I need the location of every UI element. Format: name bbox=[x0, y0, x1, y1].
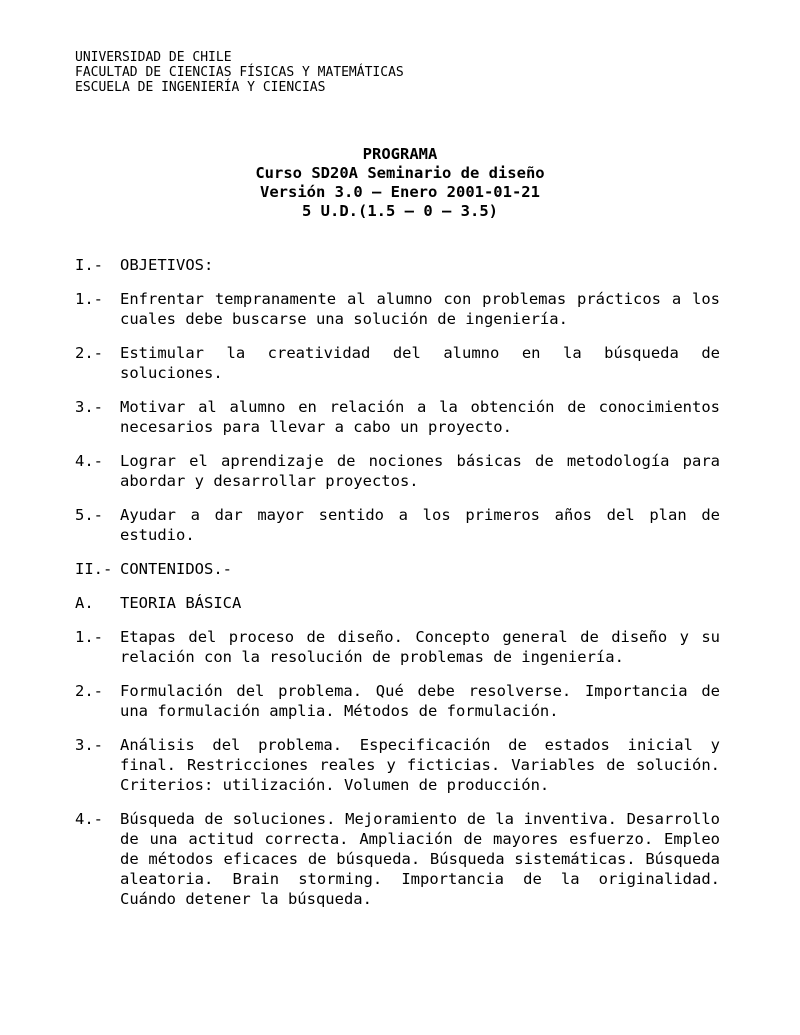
item-text: Búsqueda de soluciones. Mejoramiento de la inventiva. Desarrollo de una actitud correcta. Ampliación de mayores esfuerzo. Empleo de métodos eficaces de búsqueda. Búsqueda sistemáticas. Búsqueda aleatoria. Brain storming. Importancia de la originalidad. Cuándo detener la búsqueda. bbox=[120, 810, 720, 908]
item-number: 1.- bbox=[75, 628, 103, 646]
item-number: 3.- bbox=[75, 736, 103, 754]
item-text: Etapas del proceso de diseño. Concepto general de diseño y su relación con la resolución de problemas de ingeniería. bbox=[120, 628, 720, 666]
item-number: I.- bbox=[75, 256, 103, 274]
list-item bbox=[75, 809, 725, 909]
list-item bbox=[75, 627, 725, 667]
item-text: OBJETIVOS: bbox=[120, 256, 214, 274]
list-item bbox=[75, 289, 725, 329]
list-item bbox=[75, 343, 725, 383]
item-text: Formulación del problema. Qué debe resolverse. Importancia de una formulación amplia. Métodos de formulación. bbox=[120, 682, 720, 720]
section-heading bbox=[75, 255, 725, 275]
item-text: CONTENIDOS.- bbox=[120, 560, 232, 578]
list-item bbox=[75, 397, 725, 437]
section-heading bbox=[75, 559, 725, 579]
item-text: Ayudar a dar mayor sentido a los primeros años del plan de estudio. bbox=[120, 506, 720, 544]
item-text: TEORIA BÁSICA bbox=[120, 594, 242, 612]
item-text: Enfrentar tempranamente al alumno con problemas prácticos a los cuales debe buscarse una solución de ingeniería. bbox=[120, 290, 720, 328]
item-number: 2.- bbox=[75, 344, 103, 362]
item-number: 4.- bbox=[75, 810, 103, 828]
title-line: 5 U.D.(1.5 – 0 – 3.5) bbox=[302, 202, 498, 220]
item-number: A. bbox=[75, 594, 94, 612]
item-number: 1.- bbox=[75, 290, 103, 308]
list-item bbox=[75, 505, 725, 545]
item-number: II.- bbox=[75, 560, 113, 578]
item-number: 4.- bbox=[75, 452, 103, 470]
title-line: Curso SD20A Seminario de diseño bbox=[255, 164, 545, 182]
item-text: Estimular la creatividad del alumno en la búsqueda de soluciones. bbox=[120, 344, 720, 382]
title-line: PROGRAMA bbox=[362, 145, 438, 163]
list-item bbox=[75, 451, 725, 491]
letterhead-line: ESCUELA DE INGENIERÍA Y CIENCIAS bbox=[75, 80, 326, 95]
item-text: Lograr el aprendizaje de nociones básicas de metodología para abordar y desarrollar proyectos. bbox=[120, 452, 720, 490]
item-number: 3.- bbox=[75, 398, 103, 416]
item-number: 5.- bbox=[75, 506, 103, 524]
letterhead-line: FACULTAD DE CIENCIAS FÍSICAS Y MATEMÁTICAS bbox=[75, 65, 404, 80]
item-text: Análisis del problema. Especificación de estados inicial y final. Restricciones reales y ficticias. Variables de solución. Criterios: utilización. Volumen de producción. bbox=[120, 736, 720, 794]
letterhead bbox=[75, 50, 725, 95]
list-item bbox=[75, 735, 725, 795]
list-item bbox=[75, 681, 725, 721]
title-line: Versión 3.0 – Enero 2001-01-21 bbox=[260, 183, 540, 201]
title-block bbox=[75, 145, 725, 221]
item-number: 2.- bbox=[75, 682, 103, 700]
section-heading bbox=[75, 593, 725, 613]
item-text: Motivar al alumno en relación a la obtención de conocimientos necesarios para llevar a cabo un proyecto. bbox=[120, 398, 720, 436]
letterhead-line: UNIVERSIDAD DE CHILE bbox=[75, 50, 232, 65]
document-body bbox=[75, 255, 725, 909]
